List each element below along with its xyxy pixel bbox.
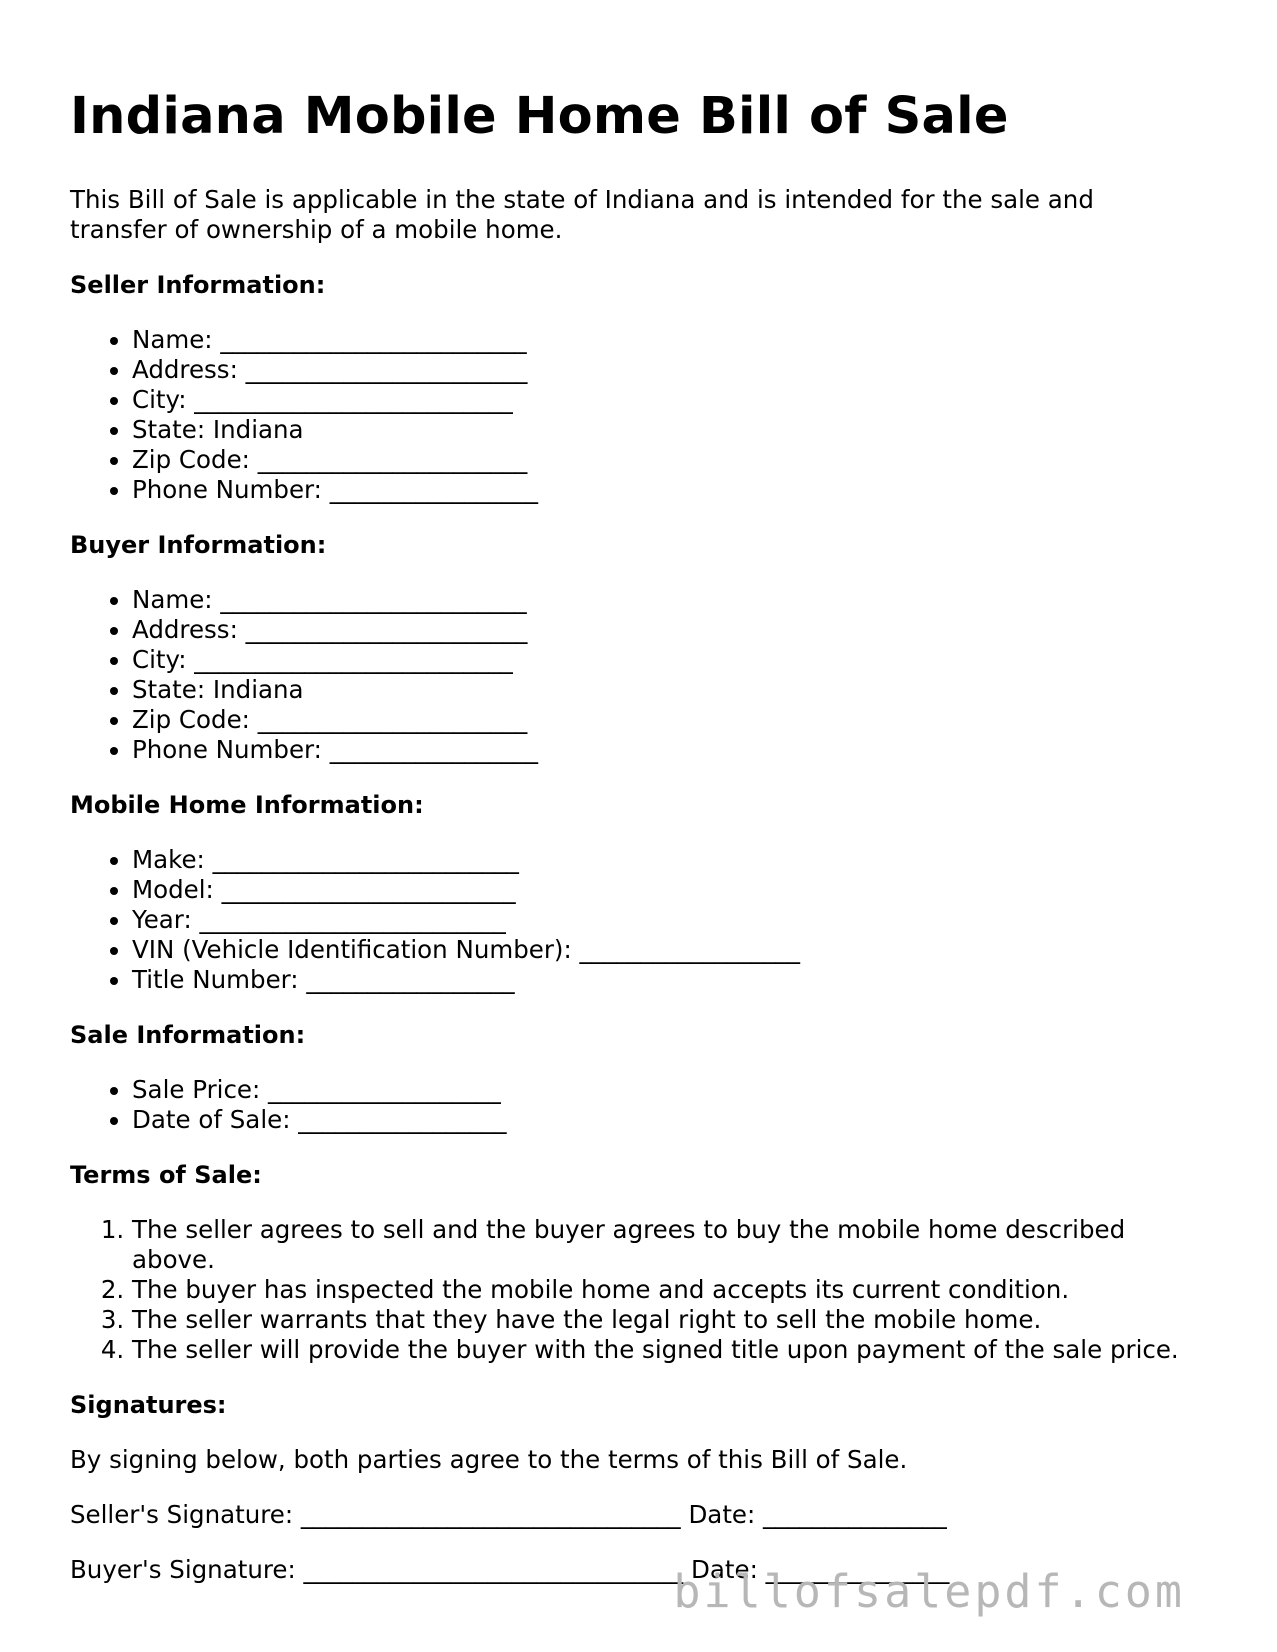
model-field: • Model: ________________________ bbox=[132, 875, 1210, 905]
seller-name-field: • Name: _________________________ bbox=[132, 325, 1210, 355]
terms-list bbox=[70, 1215, 1210, 1365]
make-field: • Make: _________________________ bbox=[132, 845, 1210, 875]
buyer-name-field: • Name: _________________________ bbox=[132, 585, 1210, 615]
signature-statement: By signing below, both parties agree to the terms of this Bill of Sale. bbox=[70, 1445, 908, 1474]
document-title: Indiana Mobile Home Bill of Sale bbox=[70, 87, 1009, 146]
buyer-zip-field: • Zip Code: ______________________ bbox=[132, 705, 1210, 735]
mobile-home-heading: Mobile Home Information: bbox=[70, 791, 424, 819]
intro-paragraph: This Bill of Sale is applicable in the state of Indiana and is intended for the sale and transfer of ownership of a mobile home. bbox=[70, 185, 1094, 244]
term-item: 3. The seller warrants that they have the legal right to sell the mobile home. bbox=[132, 1305, 1210, 1335]
terms-heading: Terms of Sale: bbox=[70, 1161, 262, 1189]
buyer-signature-line: Buyer's Signature: _______________________________ Date: _______________ bbox=[70, 1555, 950, 1584]
buyer-phone-field: • Phone Number: _________________ bbox=[132, 735, 1210, 765]
seller-state-field: • State: Indiana bbox=[132, 415, 1210, 445]
buyer-list bbox=[70, 585, 1210, 765]
seller-signature-line: Seller's Signature: _______________________________ Date: _______________ bbox=[70, 1500, 947, 1529]
buyer-city-field: • City: __________________________ bbox=[132, 645, 1210, 675]
date-of-sale-field: • Date of Sale: _________________ bbox=[132, 1105, 1210, 1135]
watermark: billofsalepdf.com bbox=[673, 1565, 1185, 1618]
sale-price-field: • Sale Price: ___________________ bbox=[132, 1075, 1210, 1105]
term-item: 1. The seller agrees to sell and the buyer agrees to buy the mobile home described above. bbox=[132, 1215, 1210, 1275]
signatures-heading: Signatures: bbox=[70, 1391, 227, 1419]
title-number-field: • Title Number: _________________ bbox=[132, 965, 1210, 995]
term-item: 4. The seller will provide the buyer with the signed title upon payment of the sale price. bbox=[132, 1335, 1210, 1365]
seller-phone-field: • Phone Number: _________________ bbox=[132, 475, 1210, 505]
seller-list bbox=[70, 325, 1210, 505]
seller-zip-field: • Zip Code: ______________________ bbox=[132, 445, 1210, 475]
year-field: • Year: _________________________ bbox=[132, 905, 1210, 935]
vin-field: • VIN (Vehicle Identification Number): __________________ bbox=[132, 935, 1210, 965]
mobile-home-list bbox=[70, 845, 1210, 995]
buyer-heading: Buyer Information: bbox=[70, 531, 327, 559]
term-item: 2. The buyer has inspected the mobile home and accepts its current condition. bbox=[132, 1275, 1210, 1305]
seller-city-field: • City: __________________________ bbox=[132, 385, 1210, 415]
sale-heading: Sale Information: bbox=[70, 1021, 306, 1049]
seller-heading: Seller Information: bbox=[70, 271, 326, 299]
document-page bbox=[70, 88, 1210, 1585]
buyer-address-field: • Address: _______________________ bbox=[132, 615, 1210, 645]
sale-list bbox=[70, 1075, 1210, 1135]
seller-address-field: • Address: _______________________ bbox=[132, 355, 1210, 385]
buyer-state-field: • State: Indiana bbox=[132, 675, 1210, 705]
